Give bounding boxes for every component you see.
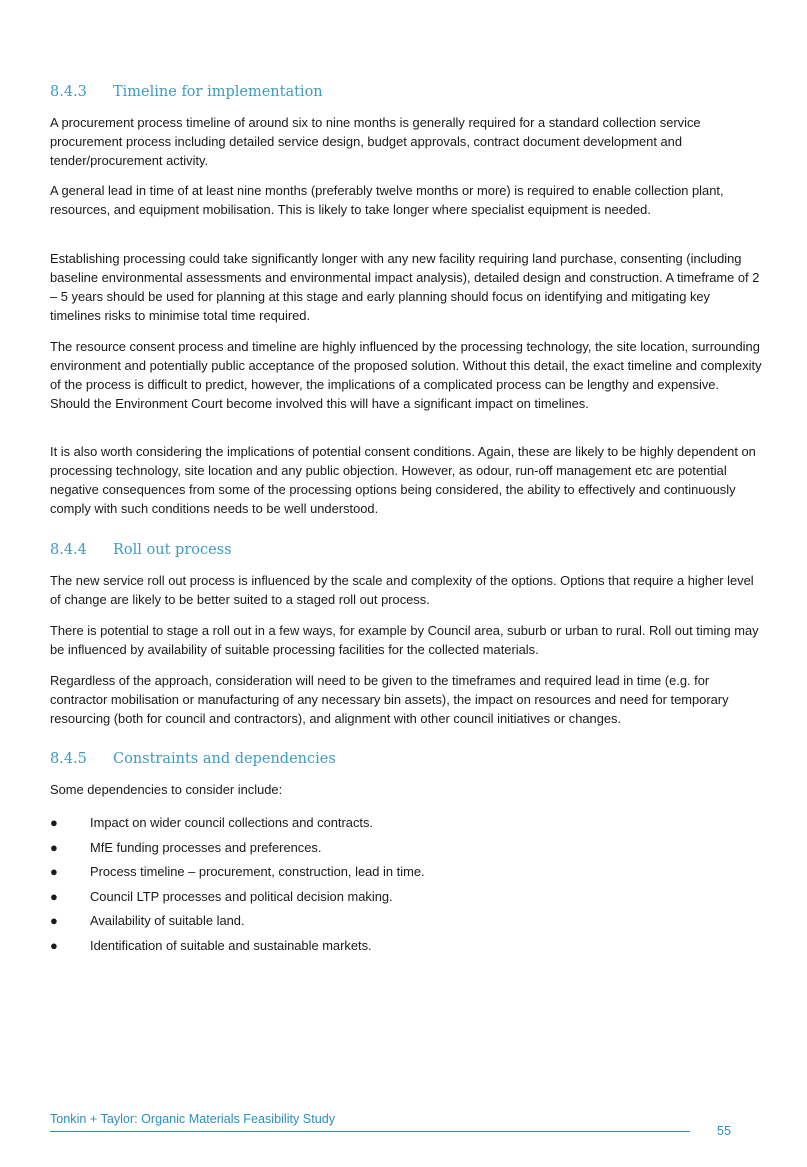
section-heading-8-4-5 — [50, 749, 336, 769]
section-heading-8-4-3 — [50, 82, 323, 102]
paragraph: Regardless of the approach, consideration will need to be given to the timeframes and required lead in time (e.g. for contractor mobilisation or manufacturing of any necessary bin assets), the impact on resources and need for temporary resourcing (both for council and contractors), and alignment with other council initiatives or changes. — [50, 673, 729, 726]
section-title: Timeline for implementation — [113, 84, 323, 100]
section-title: Constraints and dependencies — [113, 751, 336, 767]
section-heading-8-4-4 — [50, 540, 232, 560]
bullet-icon: ● — [50, 888, 58, 904]
bullet-icon: ● — [50, 864, 58, 879]
bullet-icon: ● — [50, 937, 58, 953]
list-item-text: Council LTP processes and political decision making. — [90, 888, 393, 904]
list-item — [50, 838, 762, 857]
dependencies-list — [50, 813, 762, 960]
list-intro: Some dependencies to consider include: — [50, 782, 283, 797]
bullet-icon: ● — [50, 839, 58, 855]
list-item — [50, 887, 762, 906]
footer-title: Tonkin + Taylor: Organic Materials Feasibility Study — [50, 1112, 335, 1126]
section-number: 8.4.4 — [50, 542, 87, 558]
paragraph: A procurement process timeline of around six to nine months is generally required for a standard collection service procurement process including detailed service design, budget approvals, contract document development and tender/procurement activity. — [50, 115, 701, 168]
list-item — [50, 936, 762, 955]
bullet-icon: ● — [50, 815, 58, 830]
list-item — [50, 813, 762, 832]
list-item-text: Process timeline – procurement, construction, lead in time. — [90, 864, 425, 879]
section-number: 8.4.5 — [50, 751, 87, 767]
section-title: Roll out process — [113, 542, 232, 558]
bullet-icon: ● — [50, 913, 58, 928]
list-item-text: MfE funding processes and preferences. — [90, 839, 322, 855]
list-item-text: Identification of suitable and sustainable markets. — [90, 937, 372, 953]
paragraph: It is also worth considering the implications of potential consent conditions. Again, these are likely to be highly dependent on processing technology, site location and any public objection. However, as odour, run-off management etc are potential negative consequences from some of the processing options being considered, the ability to effectively and continuously comply with such conditions needs to be well understood. — [50, 444, 756, 516]
page-number: 55 — [717, 1124, 732, 1138]
paragraph: Establishing processing could take significantly longer with any new facility requiring land purchase, consenting (including baseline environmental assessments and environmental impact analysis), detailed design and construction. A timeframe of 2 – 5 years should be used for planning at this stage and early planning should focus on identifying and mitigating key timelines risks to minimise total time required. — [50, 251, 760, 323]
list-item — [50, 862, 762, 881]
paragraph: A general lead in time of at least nine months (preferably twelve months or more) is required to enable collection plant, resources, and equipment mobilisation. This is likely to take longer where specialist equipment is needed. — [50, 183, 724, 217]
footer-divider — [50, 1131, 690, 1132]
paragraph: The resource consent process and timeline are highly influenced by the processing technology, the site location, surrounding environment and potentially public acceptance of the proposed solution. Without this detail, the exact timeline and complexity of the process is difficult to predict, however, the implications of a complicated process can be lengthy and expensive. Should the Environment Court become involved this will have a significant impact on timelines. — [50, 339, 762, 411]
paragraph: The new service roll out process is influenced by the scale and complexity of the options. Options that require a higher level of change are likely to be better suited to a staged roll out process. — [50, 573, 754, 607]
section-number: 8.4.3 — [50, 84, 87, 100]
list-item-text: Impact on wider council collections and contracts. — [90, 815, 374, 830]
list-item — [50, 911, 762, 930]
paragraph: There is potential to stage a roll out in a few ways, for example by Council area, suburb or urban to rural. Roll out timing may be influenced by availability of suitable processing facilities for the collected materials. — [50, 623, 759, 657]
list-item-text: Availability of suitable land. — [90, 913, 245, 928]
